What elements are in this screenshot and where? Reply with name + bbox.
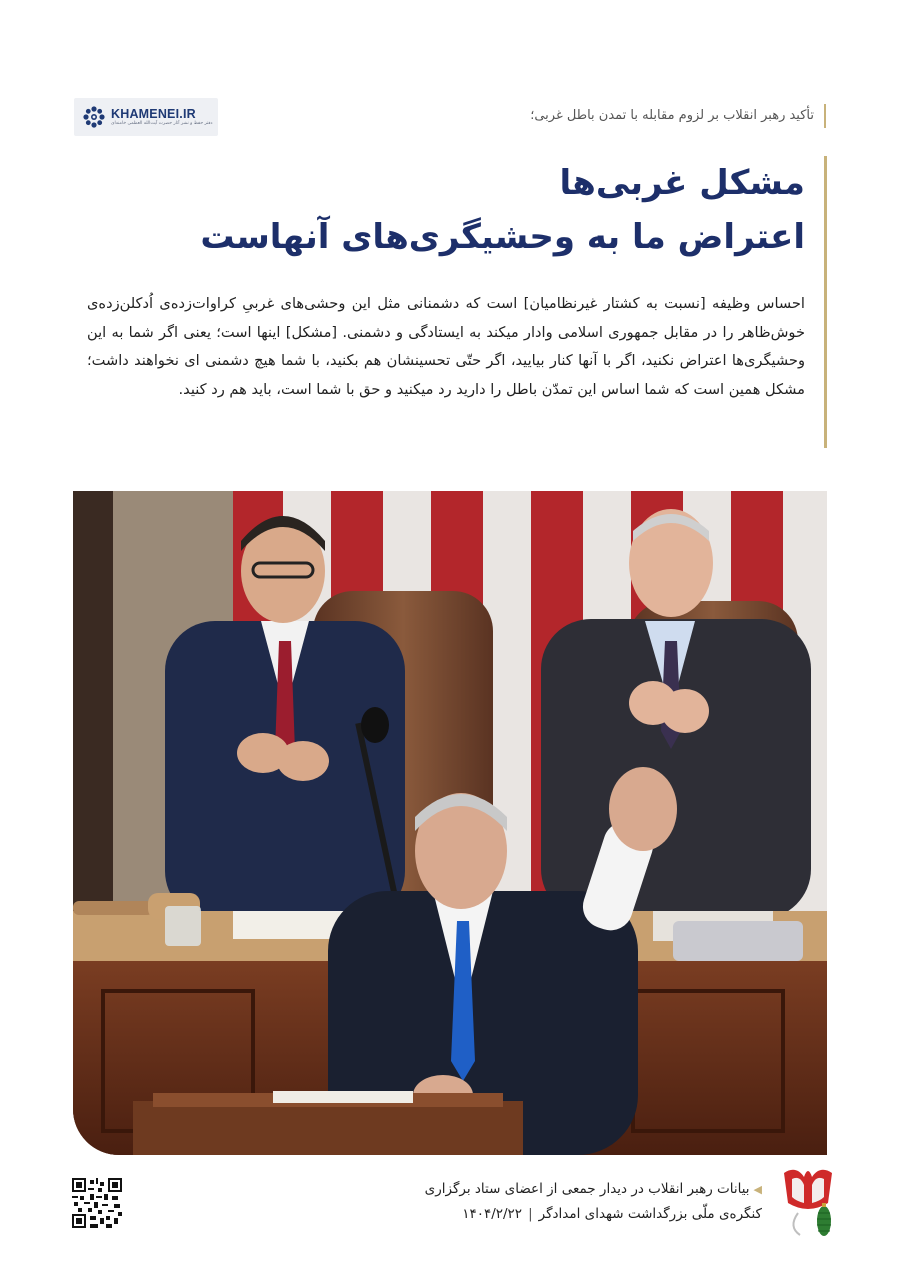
title-line-1: مشکل غربی‌ها: [559, 163, 805, 203]
triangle-marker-icon: ◀: [753, 1183, 762, 1196]
flower-emblem-icon: [82, 105, 106, 129]
caption-date: ۱۴۰۴/۲/۲۲: [462, 1206, 523, 1222]
footer-caption: [425, 1177, 762, 1226]
photo-illustration: [73, 491, 827, 1155]
caption-line-1: [425, 1177, 762, 1202]
article-body: احساس وظیفه [نسبت به کشتار غیرنظامیان] است که دشمنانی مثل این وحشی‌های غربیِ کراوات‌زده‌ی اُدکلن‌زده‌ی خوش‌ظاهر را در مقابل جمهوری اسلامی وادار میکند به ایستادگی و دشمنی. [مشکل] اینها است؛ یعنی اگر شما به این وحشیگری‌ها اعتراض نکنید، اگر با آنها کنار بیایید، اگر حتّی تحسینشان هم بکنید، با شما هیچ دشمنی ای نخواهند داشت؛ مشکل همین است که شما اساس این تمدّن باطل را دارید رد میکنید و حق با شما است، باید هم رد کنید.: [87, 295, 805, 398]
caption-separator: |: [528, 1206, 533, 1222]
logo-title: KHAMENEI.IR: [111, 106, 196, 121]
caption-text-2: کنگره‌ی ملّی بزرگداشت شهدای امدادگر: [538, 1206, 762, 1222]
tulip-emblem-icon: [778, 1163, 838, 1241]
logo-subtitle: دفتر حفظ و نشر آثار حضرت آیت‌الله العظمی خامنه‌ای: [111, 120, 213, 126]
khamenei-logo[interactable]: [74, 98, 218, 136]
caption-text-1: بیانات رهبر انقلاب در دیدار جمعی از اعضای ستاد برگزاری: [424, 1181, 750, 1197]
title-line-2: اعتراض ما به وحشیگری‌های آنهاست: [200, 217, 805, 257]
article-block: [87, 156, 827, 448]
qr-code-icon[interactable]: [72, 1178, 122, 1228]
kicker-text: تأکید رهبر انقلاب بر لزوم مقابله با تمدن باطل غربی؛: [530, 104, 826, 128]
main-photo: [73, 491, 827, 1155]
article-title: [87, 156, 805, 264]
caption-line-2: [425, 1202, 762, 1226]
